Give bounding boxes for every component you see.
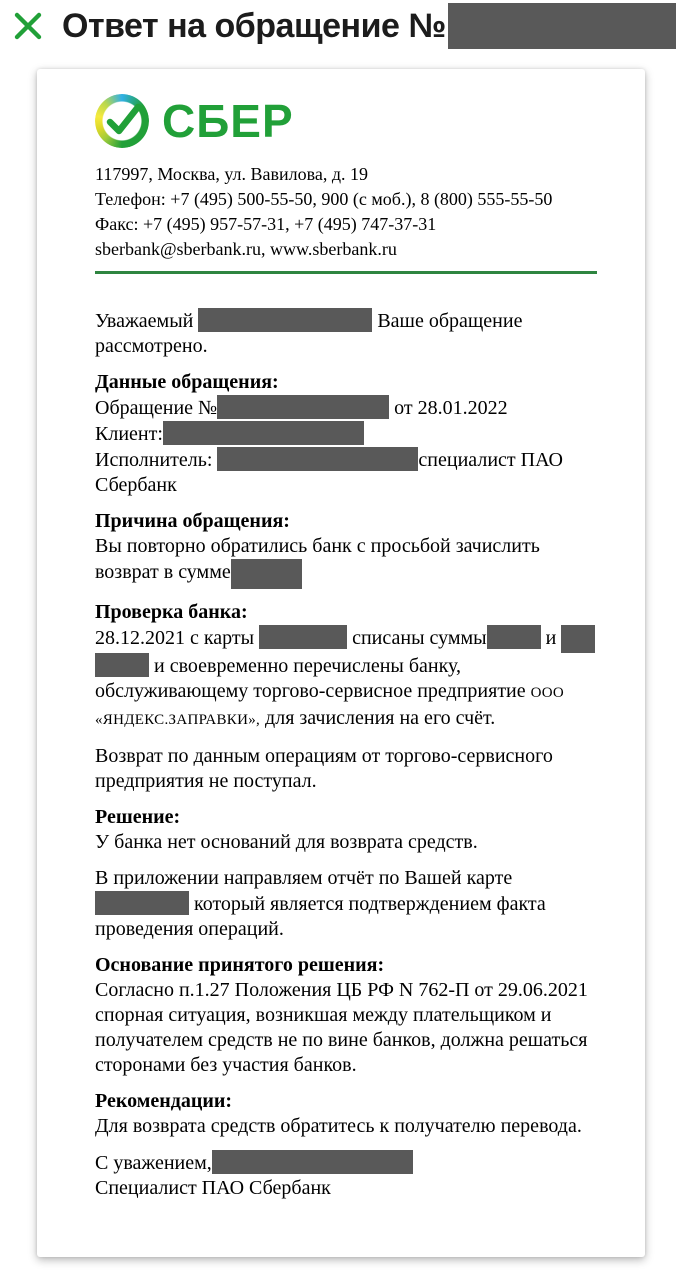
close-x-icon	[12, 10, 44, 42]
redacted-text	[95, 653, 149, 677]
redacted-text	[217, 395, 389, 419]
letterhead-web: sberbank@sberbank.ru, www.sberbank.ru	[95, 239, 397, 259]
paragraph: Возврат по данным операциям от торгово-сервисного предприятия не поступал.	[95, 745, 553, 792]
section-heading: Основание принятого решения:	[95, 954, 385, 976]
sber-check-ring-icon	[95, 94, 149, 148]
sber-logo	[95, 94, 597, 148]
paragraph: Обращение № от 28.01.2022 Клиент: Исполнитель: специалист ПАО Сбербанк	[95, 397, 563, 496]
page-title: Ответ на обращение №	[62, 6, 446, 45]
redacted-text	[212, 1150, 413, 1174]
redacted-text	[561, 625, 595, 653]
section-heading: Данные обращения:	[95, 371, 279, 393]
paragraph: Уважаемый Ваше обращение рассмотрено.	[95, 310, 523, 357]
letterhead-address: 117997, Москва, ул. Вавилова, д. 19	[95, 164, 369, 184]
letterhead-contacts	[95, 162, 597, 262]
paragraph: Согласно п.1.27 Положения ЦБ РФ N 762-П от 29.06.2021 спорная ситуация, возникшая между плательщиком и получателем средств не по вине банков, должна решаться сторонами без участия банков.	[95, 979, 588, 1076]
letterhead-phone: Телефон: +7 (495) 500-55-50, 900 (с моб.), 8 (800) 555-55-50	[95, 189, 553, 209]
paragraph: Вы повторно обратились банк с просьбой зачислить возврат в сумме	[95, 534, 597, 589]
app-header	[0, 0, 676, 52]
redacted-text	[217, 447, 418, 471]
letter-document	[37, 69, 645, 1257]
paragraph: Для возврата средств обратитесь к получателю перевода.	[95, 1115, 582, 1137]
redacted-text	[487, 625, 541, 649]
redacted-text	[198, 308, 372, 332]
redacted-text	[95, 891, 189, 915]
close-button[interactable]	[10, 8, 46, 44]
merchant-name-smallcaps: ООО «ЯНДЕКС.ЗАПРАВКИ»,	[95, 685, 565, 728]
letterhead-fax: Факс: +7 (495) 957-57-31, +7 (495) 747-37-31	[95, 214, 437, 234]
section-heading: Рекомендации:	[95, 1090, 233, 1112]
paragraph: 28.12.2021 с карты списаны суммы и и своевременно перечислены банку, обслуживающему торгово-сервисное предприятие ООО «ЯНДЕКС.ЗАПРАВКИ», для зачисления на его счёт.	[95, 625, 597, 733]
section-heading: Проверка банка:	[95, 601, 248, 623]
paragraph: С уважением, Специалист ПАО Сбербанк	[95, 1150, 597, 1201]
brand-wordmark: СБЕР	[162, 95, 294, 147]
paragraph: У банка нет оснований для возврата средств.	[95, 831, 478, 853]
redacted-text	[259, 625, 347, 649]
section-heading: Решение:	[95, 806, 181, 828]
redacted-text	[231, 559, 302, 589]
redacted-text	[163, 421, 364, 445]
redacted-request-number	[448, 3, 676, 49]
letter-body	[95, 308, 597, 1201]
section-heading: Причина обращения:	[95, 510, 290, 532]
letterhead-divider	[95, 271, 597, 274]
paragraph: В приложении направляем отчёт по Вашей карте который является подтверждением факта проведения операций.	[95, 867, 546, 940]
